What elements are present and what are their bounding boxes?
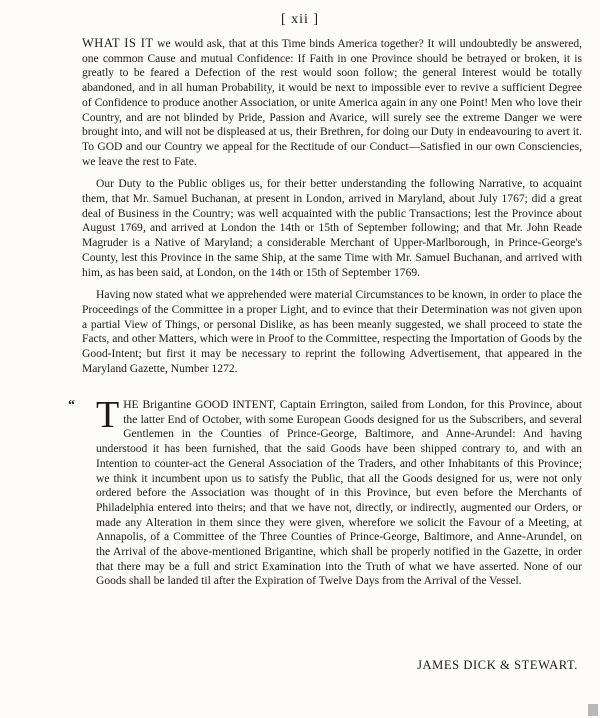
advertisement (68, 394, 582, 589)
paragraph-1-text: we would ask, that at this Time binds America together? It will undoubtedly be answered, one common Cause and mutual Confidence: If Faith in one Province should be betrayed or broken, it is greatly to be feared a Defection of the rest would soon follow; the general Interest would be totally abandoned, and in all human Probability, it would be next to impossible ever to revive a sufficient Degree of Confidence to produce another Association, or unite America again in any one Point! Men who love their Country, and are not blinded by Pride, Passion and Avarice, will surely see the extreme Danger we were brought into, and will not be displeased at us, their Brethren, for doing our Duty in endeavouring to avert it. To GOD and our Country we appeal for the Rectitude of our Conduct—Satisfied in our own Consciencies, we leave the rest to Fate. (82, 38, 582, 168)
paragraph-2: Our Duty to the Public obliges us, for their better understanding the following Narrative, to acquaint them, that Mr. Samuel Buchanan, at present in London, arrived in Maryland, about July 1767; did a great deal of Business in the Country; was well acquainted with the public Transactions; lest the Province about August 1769, and arrived at London the 14th or 15th of September following; and that Mr. John Reade Magruder is a Native of Maryland; a considerable Merchant of Upper-Marlborough, in Prince-George's County, lest this Province in the same Ship, at the same Time with Mr. Samuel Buchanan, and arrived with him, as has been said, at London, on the 14th or 15th of September 1769. (82, 178, 582, 279)
advertisement-text (96, 394, 582, 589)
signature: JAMES DICK & STEWART. (417, 658, 578, 672)
advertisement-body: HE Brigantine GOOD INTENT, Captain Errington, sailed from London, for this Province, about the latter End of October, with some European Goods designed for us the Subscribers, and several Gentlemen in the Counties of Prince-George, Baltimore, and Anne-Arundel: And having understood it has been furnished, that the said Goods have been shipped contrary to, and with an Intention to counter-act the General Association of the Traders, and other Inhabitants of this Province; we think it incumbent upon us to satisfy the Public, that all the Goods designed for us, were not only ordered before the Association was thought of in this Province, but even before the Merchants of Philadelphia entered into theirs; and that we have not, directly, or indirectly, augmented our Orders, or made any Alteration in them since they were given, wherefore we solicit the Favour of a Meeting, at Annapolis, of a Committee of the Three Counties of Prince-George, Baltimore, and Anne-Arundel, on the Arrival of the above-mentioned Brigantine, which shall be properly notified in the Gazette, in order that there may be a full and strict Examination into the Truth of what we have asserted. None of our Goods shall be landed til after the Expiration of Twelve Days from the Arrival of the Vessel. (96, 399, 582, 588)
paragraph-1 (82, 36, 582, 169)
page-number: [ xii ] (280, 12, 320, 27)
drop-cap: T (96, 394, 120, 436)
opening-quote-mark: “ (68, 398, 75, 413)
paragraph-1-lead: WHAT IS IT (82, 36, 154, 50)
corner-scan-mark (588, 704, 598, 716)
body-text (82, 36, 582, 384)
paragraph-3: Having now stated what we apprehended were material Circumstances to be known, in order to place the Proceedings of the Committee in a proper Light, and to evince that their Determination was not given upon a partial View of Things, or personal Dislike, as has been meanly suggested, we shall proceed to state the Facts, and other Matters, which were in Proof to the Committee, respecting the Importation of Goods by the Good-Intent; but first it may be necessary to reprint the following Advertisement, that appeared in the Maryland Gazette, Number 1272. (82, 289, 582, 375)
